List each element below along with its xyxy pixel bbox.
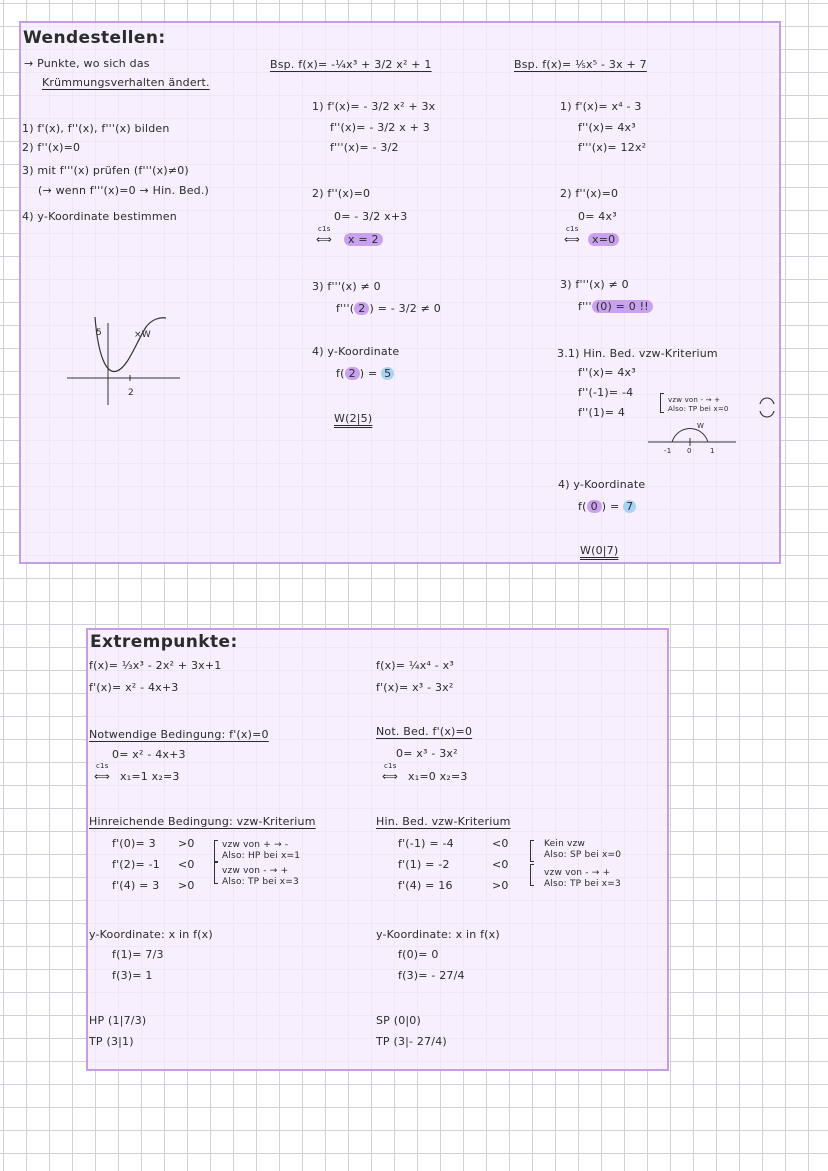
ex1-step2-eq: 0= - 3/2 x+3 [334, 210, 408, 223]
ex2-header: Bsp. f(x)= ⅕x⁵ - 3x + 7 [514, 58, 647, 71]
ext-right-c1a: Kein vzw [544, 839, 586, 849]
ext-right-brace-1 [530, 840, 534, 862]
ext-left-not-bed: Notwendige Bedingung: f'(x)=0 [89, 728, 269, 741]
ex2-vzw-1: vzw von - → + [668, 396, 721, 404]
sketch-label-5: 5 [96, 328, 102, 338]
ex2-vzw-brace [660, 393, 664, 413]
ext-left-row2-sign: <0 [178, 858, 195, 871]
ext-left-c2b: Also: TP bei x=3 [222, 877, 299, 887]
wendestellen-title: Wendestellen: [23, 28, 166, 48]
ex1-step4-mid: ) = [359, 367, 382, 380]
ex2-step1-fp: 1) f'(x)= x⁴ - 3 [560, 100, 642, 113]
curvature-icons [752, 389, 782, 423]
ext-right-row2-lhs: f'(1) = -2 [398, 858, 450, 871]
ext-right-row1-sign: <0 [492, 837, 509, 850]
ext-left-row1-lhs: f'(0)= 3 [112, 837, 156, 850]
ext-left-row3-lhs: f'(4) = 3 [112, 879, 160, 892]
ex1-step3-pre: f'''( [336, 302, 355, 315]
ex2-step31: 3.1) Hin. Bed. vzw-Kriterium [557, 347, 718, 360]
ext-right-arrow-label: c1s [384, 762, 397, 770]
ex2-step1-fppp: f'''(x)= 12x² [578, 141, 647, 154]
ext-left-row2-lhs: f'(2)= -1 [112, 858, 160, 871]
ext-left-brace-1 [214, 840, 218, 862]
ex2-step4: 4) y-Koordinate [558, 478, 646, 491]
ex2-step3-check [578, 300, 653, 313]
ext-right-row1-lhs: f'(-1) = -4 [398, 837, 454, 850]
ex2-line-m1: -1 [664, 447, 672, 455]
ex2-step1-fpp: f''(x)= 4x³ [578, 121, 636, 134]
ex1-step3-check [336, 302, 441, 315]
ext-right-f: f(x)= ¼x⁴ - x³ [376, 659, 454, 672]
ex2-point: W(0|7) [580, 544, 619, 557]
ex1-step2-arrow: ⟺ [316, 233, 332, 246]
wendestellen-step-3: 3) mit f'''(x) prüfen (f'''(x)≠0) [22, 164, 189, 177]
ex2-number-line [642, 418, 742, 458]
ex1-point: W(2|5) [334, 412, 373, 425]
ext-right-arrow: ⟺ [382, 770, 398, 783]
wendestellen-step-2: 2) f''(x)=0 [22, 141, 81, 154]
sketch-label-2: 2 [128, 388, 134, 398]
ext-left-c1a: vzw von + → - [222, 840, 289, 850]
ext-left-c1b: Also: HP bei x=1 [222, 851, 301, 861]
ext-left-hp: HP (1|7/3) [89, 1014, 147, 1027]
ext-left-y2: f(3)= 1 [112, 969, 153, 982]
ex2-step4-pre: f( [578, 500, 587, 513]
ex2-step4-val: 0 [587, 500, 602, 513]
ext-right-row3-lhs: f'(4) = 16 [398, 879, 453, 892]
ex2-step3-pre: f''' [578, 300, 592, 313]
ex1-step4-pre: f( [336, 367, 345, 380]
sketch-curve [95, 317, 166, 372]
ex2-step3: 3) f'''(x) ≠ 0 [560, 278, 629, 291]
ext-left-row3-sign: >0 [178, 879, 195, 892]
ext-right-row2-sign: <0 [492, 858, 509, 871]
concave-icon [760, 398, 774, 404]
ex1-step4: 4) y-Koordinate [312, 345, 400, 358]
ex1-step3-val: 2 [354, 302, 369, 315]
ext-left-y1: f(1)= 7/3 [112, 948, 164, 961]
ex2-vzw-2: Also: TP bei x=0 [668, 405, 729, 413]
ext-left-fp: f'(x)= x² - 4x+3 [89, 681, 179, 694]
ex2-line-w: W [697, 422, 705, 430]
ext-left-eq: 0= x² - 4x+3 [112, 748, 186, 761]
ex2-step2-arrow-label: c1s [566, 225, 579, 233]
convex-icon [760, 411, 774, 417]
ex2-step4-res: 7 [623, 500, 636, 513]
ext-right-fp: f'(x)= x³ - 3x² [376, 681, 454, 694]
ex1-step4-val: 2 [345, 367, 360, 380]
ext-right-ykoord: y-Koordinate: x in f(x) [376, 928, 500, 941]
ext-right-roots: x₁=0 x₂=3 [408, 770, 468, 783]
ext-right-y2: f(3)= - 27/4 [398, 969, 465, 982]
ex2-step2-eq: 0= 4x³ [578, 210, 617, 223]
ex1-step4-res: 5 [381, 367, 394, 380]
wendestellen-intro-2: Krümmungsverhalten ändert. [42, 76, 210, 89]
ex1-step2: 2) f''(x)=0 [312, 187, 371, 200]
ex2-line-1: 1 [710, 447, 715, 455]
ext-right-c2b: Also: TP bei x=3 [544, 879, 621, 889]
ex1-header: Bsp. f(x)= -¼x³ + 3/2 x² + 1 [270, 58, 432, 71]
ext-right-sp: SP (0|0) [376, 1014, 421, 1027]
ex1-step2-arrow-label: c1s [318, 225, 331, 233]
wendestellen-intro-1: → Punkte, wo sich das [24, 57, 150, 70]
wendestellen-step-3-note: (→ wenn f'''(x)=0 → Hin. Bed.) [38, 184, 210, 197]
ex2-step2: 2) f''(x)=0 [560, 187, 619, 200]
ext-left-roots: x₁=1 x₂=3 [120, 770, 180, 783]
ex2-step31-fpp-1: f''(1)= 4 [578, 406, 626, 419]
ext-right-not-bed: Not. Bed. f'(x)=0 [376, 725, 473, 738]
ex1-step4-y [336, 367, 394, 380]
ex1-step1-fp: 1) f'(x)= - 3/2 x² + 3x [312, 100, 436, 113]
ex1-step1-fpp: f''(x)= - 3/2 x + 3 [330, 121, 430, 134]
inflection-sketch [62, 305, 202, 415]
ex2-step31-fpp-m1: f''(-1)= -4 [578, 386, 634, 399]
ex2-step3-res: (0) = 0 !! [592, 300, 653, 313]
ext-left-row1-sign: >0 [178, 837, 195, 850]
ex2-step4-y [578, 500, 636, 513]
ex2-step4-mid: ) = [601, 500, 624, 513]
ext-left-brace-2 [214, 862, 218, 884]
ext-left-c2a: vzw von - → + [222, 866, 289, 876]
ext-left-hin-bed: Hinreichende Bedingung: vzw-Kriterium [89, 815, 316, 828]
ext-right-row3-sign: >0 [492, 879, 509, 892]
ex1-step1-fppp: f'''(x)= - 3/2 [330, 141, 399, 154]
extrempunkte-title: Extrempunkte: [90, 632, 238, 652]
ext-left-tp: TP (3|1) [89, 1035, 134, 1048]
wendestellen-step-1: 1) f'(x), f''(x), f'''(x) bilden [22, 122, 170, 135]
ext-right-c1b: Also: SP bei x=0 [544, 850, 622, 860]
ext-left-f: f(x)= ⅓x³ - 2x² + 3x+1 [89, 659, 222, 672]
sketch-label-w: ×W [134, 330, 151, 340]
ext-left-arrow: ⟺ [94, 770, 110, 783]
ex2-step2-arrow: ⟺ [564, 233, 580, 246]
ex2-step31-fpp: f''(x)= 4x³ [578, 366, 636, 379]
ex1-step2-result: x = 2 [344, 233, 383, 246]
ext-left-ykoord: y-Koordinate: x in f(x) [89, 928, 213, 941]
ext-right-c2a: vzw von - → + [544, 868, 611, 878]
ex1-step3-post: ) = - 3/2 ≠ 0 [369, 302, 441, 315]
wendestellen-step-4: 4) y-Koordinate bestimmen [22, 210, 177, 223]
ext-right-tp: TP (3|- 27/4) [376, 1035, 447, 1048]
ext-right-eq: 0= x³ - 3x² [396, 747, 458, 760]
ex2-step2-result: x=0 [588, 233, 619, 246]
ext-left-arrow-label: c1s [96, 762, 109, 770]
ex2-line-0: 0 [687, 447, 692, 455]
ext-right-brace-2 [530, 864, 534, 886]
ext-right-y1: f(0)= 0 [398, 948, 439, 961]
ext-right-hin-bed: Hin. Bed. vzw-Kriterium [376, 815, 511, 828]
ex1-step3: 3) f'''(x) ≠ 0 [312, 280, 381, 293]
